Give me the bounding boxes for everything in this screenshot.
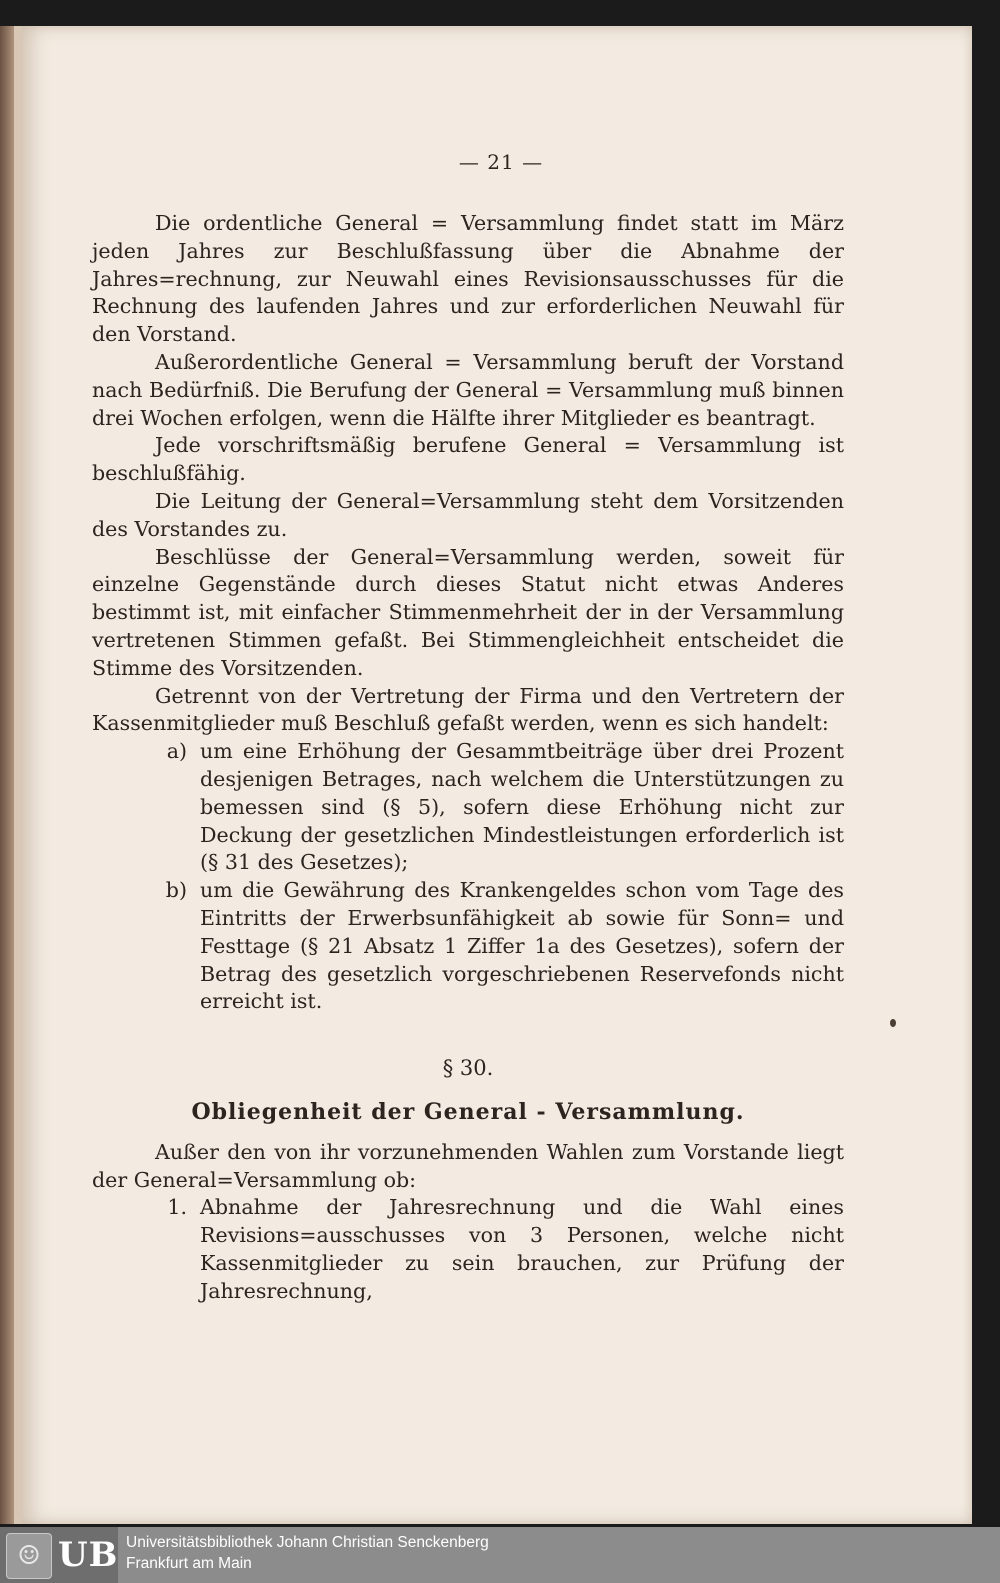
list-item-a-text: um eine Erhöhung der Gesammtbeiträge über drei Prozent desjenigen Betrages, nach welchem die Unterstützungen zu bemessen sind (§ 5), sofern diese Erhöhung nicht zur Deckung der gesetzlichen Mindestleistungen erforderlich ist (§ 31 des Gesetzes);	[200, 739, 844, 875]
paragraph-2: Außerordentliche General = Versammlung beruft der Vorstand nach Bedürfniß. Die Berufung der General = Versammlung muß binnen drei Wochen erfolgen, wenn die Hälfte ihrer Mitglieder es beantragt.	[92, 349, 844, 430]
ink-spot	[890, 1019, 896, 1027]
list-item-1-text: Abnahme der Jahresrechnung und die Wahl eines Revisions=ausschusses von 3 Personen, welche nicht Kassenmitglieder zu sein brauchen, zur Prüfung der Jahresrechnung,	[200, 1195, 844, 1303]
portrait-icon: ☺	[6, 1533, 52, 1579]
library-logo[interactable]	[0, 1527, 118, 1583]
paragraph-3: Jede vorschriftsmäßig berufene General = Versammlung ist beschlußfähig.	[92, 433, 844, 486]
page-number: — 21 —	[458, 150, 544, 174]
paragraph-6: Getrennt von der Vertretung der Firma und den Vertretern der Kassenmitglieder muß Beschluß gefaßt werden, wenn es sich handelt:	[92, 683, 844, 736]
section-heading: Obliegenheit der General - Versammlung.	[191, 1098, 745, 1125]
list-item-1-label: 1.	[167, 1195, 187, 1220]
page-text	[92, 210, 844, 1305]
paragraph-5: Beschlüsse der General=Versammlung werden, soweit für einzelne Gegenstände durch dieses Statut nicht etwas Anderes bestimmt ist, mit einfacher Stimmenmehrheit der in der Versammlung vertretenen Stimmen gefaßt. Bei Stimmengleichheit entscheidet die Stimme des Vorsitzenden.	[92, 544, 844, 680]
list-item-b-label: b)	[165, 878, 187, 903]
list-item-b	[92, 877, 844, 1016]
section-number: § 30.	[442, 1056, 494, 1081]
paragraph-1: Die ordentliche General = Versammlung findet statt im März jeden Jahres zur Beschlußfassung über die Abnahme der Jahres=rechnung, zur Neuwahl eines Revisionsausschusses für die Rechnung des laufenden Jahres und zur erforderlichen Neuwahl für den Vorstand.	[92, 211, 844, 347]
library-footer	[0, 1527, 1000, 1583]
paragraph-4: Die Leitung der General=Versammlung steht dem Vorsitzenden des Vorstandes zu.	[92, 488, 844, 541]
logo-text: UB	[58, 1535, 119, 1575]
list-item-a	[92, 738, 844, 877]
document-page	[14, 26, 972, 1524]
footer-line-2: Frankfurt am Main	[126, 1555, 252, 1572]
list-item-a-label: a)	[166, 739, 187, 764]
footer-line-1: Universitätsbibliothek Johann Christian Senckenberg	[126, 1534, 489, 1551]
list-item-b-text: um die Gewährung des Krankengeldes schon vom Tage des Eintritts der Erwerbsunfähigkeit ab sowie für Sonn= und Festtage (§ 21 Absatz 1 Ziffer 1a des Gesetzes), sofern der Betrag des gesetzlich vorgeschriebenen Reservefonds nicht erreicht ist.	[200, 878, 844, 1014]
section-intro: Außer den von ihr vorzunehmenden Wahlen zum Vorstande liegt der General=Versammlung ob:	[92, 1139, 844, 1192]
list-item-1	[92, 1194, 844, 1305]
